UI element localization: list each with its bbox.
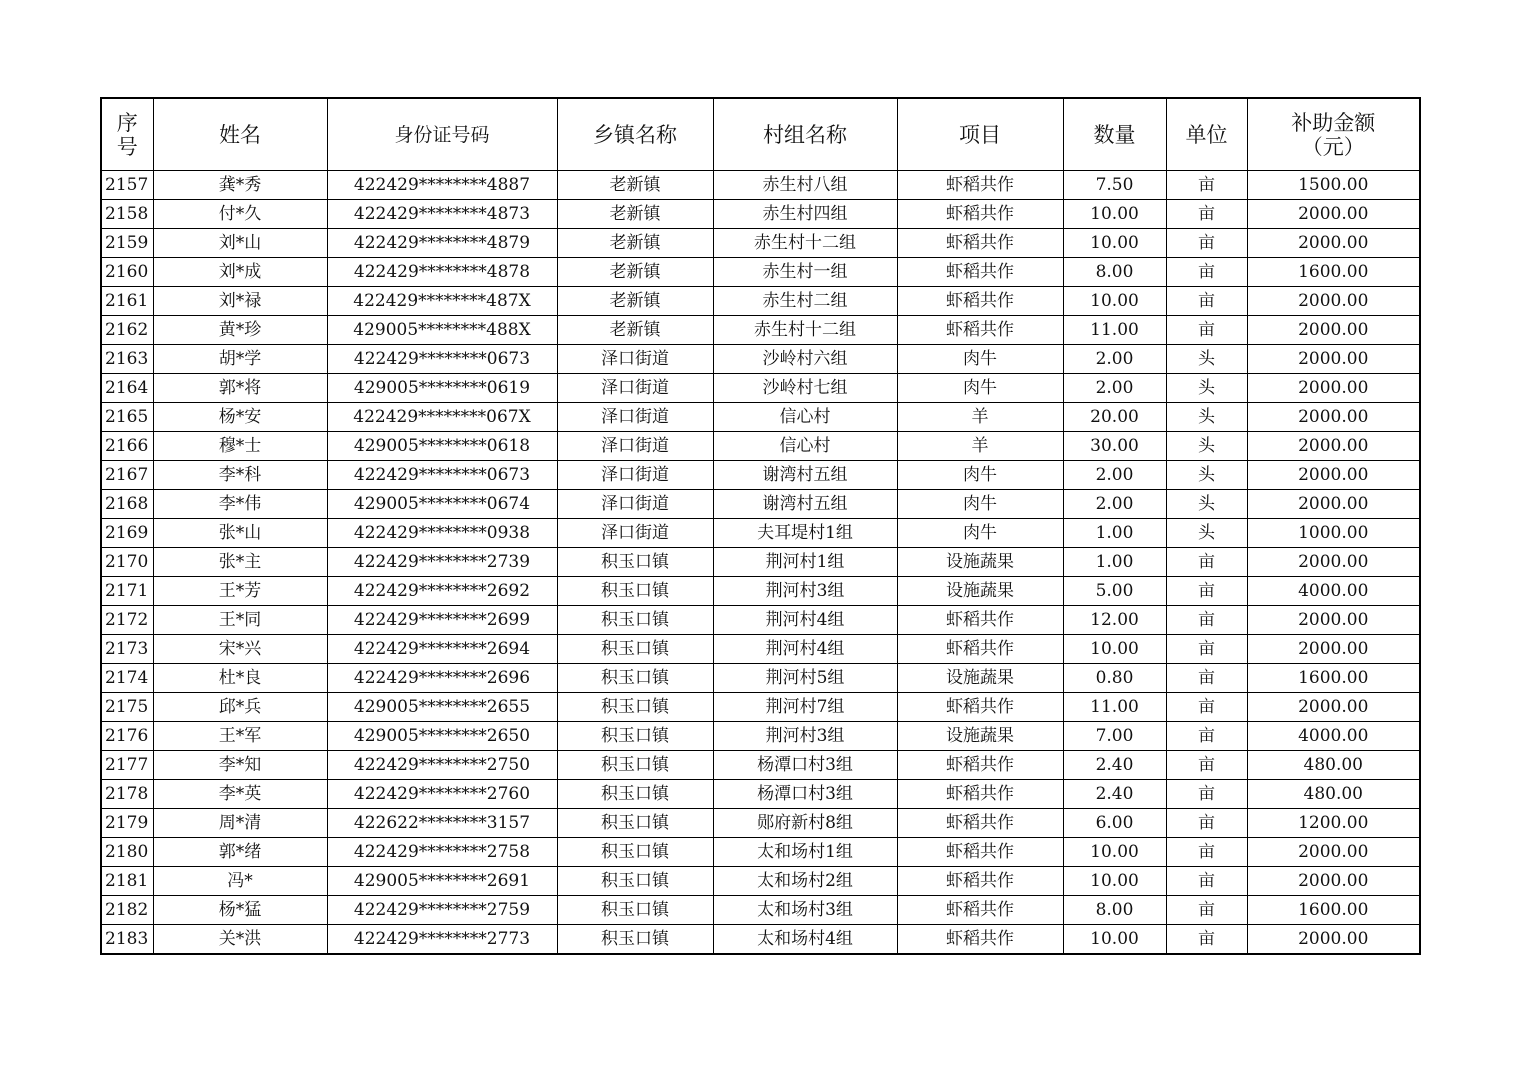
cell-project: 虾稻共作 <box>897 287 1063 316</box>
cell-seq: 2177 <box>101 751 153 780</box>
cell-name: 关*洪 <box>153 925 327 955</box>
header-town: 乡镇名称 <box>557 98 713 171</box>
cell-unit: 头 <box>1166 345 1247 374</box>
cell-name: 张*主 <box>153 548 327 577</box>
cell-amount: 2000.00 <box>1247 548 1420 577</box>
cell-name: 李*科 <box>153 461 327 490</box>
cell-project: 设施蔬果 <box>897 664 1063 693</box>
cell-unit: 亩 <box>1166 287 1247 316</box>
cell-unit: 亩 <box>1166 693 1247 722</box>
cell-town: 积玉口镇 <box>557 838 713 867</box>
cell-project: 虾稻共作 <box>897 171 1063 200</box>
cell-town: 积玉口镇 <box>557 925 713 955</box>
cell-town: 老新镇 <box>557 229 713 258</box>
cell-id-number: 429005********0619 <box>327 374 557 403</box>
cell-village: 沙岭村七组 <box>713 374 897 403</box>
cell-name: 杨*猛 <box>153 896 327 925</box>
cell-amount: 1500.00 <box>1247 171 1420 200</box>
table-row <box>101 287 1420 316</box>
cell-amount: 2000.00 <box>1247 287 1420 316</box>
cell-unit: 头 <box>1166 403 1247 432</box>
cell-project: 虾稻共作 <box>897 838 1063 867</box>
header-qty: 数量 <box>1063 98 1166 171</box>
table-row <box>101 693 1420 722</box>
cell-id-number: 422429********4887 <box>327 171 557 200</box>
cell-seq: 2180 <box>101 838 153 867</box>
cell-id-number: 422429********4878 <box>327 258 557 287</box>
cell-quantity: 10.00 <box>1063 838 1166 867</box>
cell-id-number: 422429********0673 <box>327 461 557 490</box>
cell-unit: 亩 <box>1166 229 1247 258</box>
table-row <box>101 664 1420 693</box>
cell-unit: 亩 <box>1166 171 1247 200</box>
cell-seq: 2183 <box>101 925 153 955</box>
cell-id-number: 422429********2760 <box>327 780 557 809</box>
cell-project: 肉牛 <box>897 345 1063 374</box>
header-seq-line1: 序 <box>116 110 138 135</box>
header-seq-line2: 号 <box>116 134 138 159</box>
table-row <box>101 345 1420 374</box>
cell-unit: 亩 <box>1166 200 1247 229</box>
cell-seq: 2182 <box>101 896 153 925</box>
cell-name: 刘*成 <box>153 258 327 287</box>
cell-id-number: 422429********2750 <box>327 751 557 780</box>
cell-name: 李*英 <box>153 780 327 809</box>
cell-project: 设施蔬果 <box>897 722 1063 751</box>
header-id: 身份证号码 <box>327 98 557 171</box>
cell-town: 积玉口镇 <box>557 867 713 896</box>
cell-amount: 4000.00 <box>1247 722 1420 751</box>
cell-id-number: 429005********2691 <box>327 867 557 896</box>
cell-village: 太和场村2组 <box>713 867 897 896</box>
cell-village: 杨潭口村3组 <box>713 780 897 809</box>
cell-village: 赤生村二组 <box>713 287 897 316</box>
cell-village: 谢湾村五组 <box>713 490 897 519</box>
cell-unit: 亩 <box>1166 606 1247 635</box>
cell-unit: 头 <box>1166 432 1247 461</box>
cell-quantity: 11.00 <box>1063 316 1166 345</box>
cell-name: 郭*将 <box>153 374 327 403</box>
header-village: 村组名称 <box>713 98 897 171</box>
table-row <box>101 403 1420 432</box>
cell-quantity: 11.00 <box>1063 693 1166 722</box>
header-name: 姓名 <box>153 98 327 171</box>
cell-id-number: 422429********0938 <box>327 519 557 548</box>
header-amount <box>1247 98 1420 171</box>
cell-amount: 2000.00 <box>1247 606 1420 635</box>
cell-amount: 2000.00 <box>1247 490 1420 519</box>
cell-project: 虾稻共作 <box>897 896 1063 925</box>
cell-amount: 2000.00 <box>1247 403 1420 432</box>
cell-amount: 1600.00 <box>1247 258 1420 287</box>
cell-seq: 2172 <box>101 606 153 635</box>
cell-amount: 2000.00 <box>1247 345 1420 374</box>
table-row <box>101 200 1420 229</box>
cell-id-number: 422429********2758 <box>327 838 557 867</box>
cell-quantity: 7.00 <box>1063 722 1166 751</box>
cell-amount: 2000.00 <box>1247 316 1420 345</box>
cell-quantity: 2.00 <box>1063 461 1166 490</box>
cell-project: 肉牛 <box>897 490 1063 519</box>
cell-amount: 480.00 <box>1247 751 1420 780</box>
cell-project: 设施蔬果 <box>897 577 1063 606</box>
cell-quantity: 2.00 <box>1063 374 1166 403</box>
cell-quantity: 8.00 <box>1063 896 1166 925</box>
cell-id-number: 422429********4873 <box>327 200 557 229</box>
cell-project: 虾稻共作 <box>897 867 1063 896</box>
cell-project: 虾稻共作 <box>897 751 1063 780</box>
cell-name: 张*山 <box>153 519 327 548</box>
cell-quantity: 5.00 <box>1063 577 1166 606</box>
cell-town: 积玉口镇 <box>557 751 713 780</box>
cell-unit: 亩 <box>1166 664 1247 693</box>
cell-quantity: 10.00 <box>1063 229 1166 258</box>
cell-project: 虾稻共作 <box>897 693 1063 722</box>
cell-unit: 头 <box>1166 519 1247 548</box>
cell-seq: 2162 <box>101 316 153 345</box>
cell-unit: 亩 <box>1166 316 1247 345</box>
cell-town: 积玉口镇 <box>557 606 713 635</box>
cell-id-number: 422429********2696 <box>327 664 557 693</box>
cell-quantity: 10.00 <box>1063 925 1166 955</box>
cell-id-number: 422429********487X <box>327 287 557 316</box>
table-row <box>101 896 1420 925</box>
cell-name: 黄*珍 <box>153 316 327 345</box>
cell-seq: 2171 <box>101 577 153 606</box>
cell-unit: 头 <box>1166 461 1247 490</box>
cell-id-number: 422429********2699 <box>327 606 557 635</box>
cell-village: 信心村 <box>713 403 897 432</box>
cell-name: 郭*绪 <box>153 838 327 867</box>
cell-village: 信心村 <box>713 432 897 461</box>
cell-village: 荆河村4组 <box>713 606 897 635</box>
header-amount-line2: （元） <box>1301 134 1365 159</box>
cell-unit: 亩 <box>1166 780 1247 809</box>
table-row <box>101 171 1420 200</box>
cell-id-number: 422429********2739 <box>327 548 557 577</box>
cell-unit: 亩 <box>1166 751 1247 780</box>
table-row <box>101 780 1420 809</box>
cell-amount: 2000.00 <box>1247 461 1420 490</box>
cell-village: 杨潭口村3组 <box>713 751 897 780</box>
cell-quantity: 10.00 <box>1063 287 1166 316</box>
cell-amount: 1600.00 <box>1247 664 1420 693</box>
table-row <box>101 258 1420 287</box>
cell-quantity: 10.00 <box>1063 200 1166 229</box>
cell-quantity: 2.40 <box>1063 751 1166 780</box>
cell-village: 夫耳堤村1组 <box>713 519 897 548</box>
cell-seq: 2168 <box>101 490 153 519</box>
cell-amount: 1200.00 <box>1247 809 1420 838</box>
table-row <box>101 461 1420 490</box>
cell-id-number: 422622********3157 <box>327 809 557 838</box>
cell-seq: 2166 <box>101 432 153 461</box>
cell-unit: 亩 <box>1166 548 1247 577</box>
cell-project: 肉牛 <box>897 519 1063 548</box>
cell-town: 积玉口镇 <box>557 722 713 751</box>
cell-village: 郧府新村8组 <box>713 809 897 838</box>
table-row <box>101 606 1420 635</box>
cell-seq: 2164 <box>101 374 153 403</box>
cell-amount: 2000.00 <box>1247 229 1420 258</box>
cell-quantity: 1.00 <box>1063 519 1166 548</box>
table-row <box>101 867 1420 896</box>
cell-village: 荆河村3组 <box>713 577 897 606</box>
cell-name: 邱*兵 <box>153 693 327 722</box>
cell-project: 设施蔬果 <box>897 548 1063 577</box>
cell-project: 肉牛 <box>897 461 1063 490</box>
header-amount-line1: 补助金额 <box>1291 110 1376 135</box>
cell-unit: 亩 <box>1166 896 1247 925</box>
cell-quantity: 30.00 <box>1063 432 1166 461</box>
cell-name: 杜*良 <box>153 664 327 693</box>
cell-unit: 亩 <box>1166 577 1247 606</box>
cell-id-number: 422429********2773 <box>327 925 557 955</box>
cell-project: 虾稻共作 <box>897 635 1063 664</box>
cell-seq: 2179 <box>101 809 153 838</box>
cell-quantity: 1.00 <box>1063 548 1166 577</box>
cell-amount: 2000.00 <box>1247 867 1420 896</box>
cell-name: 王*军 <box>153 722 327 751</box>
cell-project: 虾稻共作 <box>897 606 1063 635</box>
cell-village: 荆河村1组 <box>713 548 897 577</box>
cell-seq: 2175 <box>101 693 153 722</box>
cell-seq: 2158 <box>101 200 153 229</box>
subsidy-table <box>100 97 1421 955</box>
cell-project: 肉牛 <box>897 374 1063 403</box>
cell-project: 羊 <box>897 432 1063 461</box>
cell-quantity: 6.00 <box>1063 809 1166 838</box>
cell-name: 李*伟 <box>153 490 327 519</box>
cell-project: 虾稻共作 <box>897 780 1063 809</box>
table-row <box>101 316 1420 345</box>
table-row <box>101 925 1420 955</box>
cell-town: 积玉口镇 <box>557 664 713 693</box>
cell-seq: 2169 <box>101 519 153 548</box>
table-row <box>101 838 1420 867</box>
cell-name: 穆*士 <box>153 432 327 461</box>
table-body <box>101 171 1420 955</box>
table-row <box>101 432 1420 461</box>
cell-amount: 4000.00 <box>1247 577 1420 606</box>
table-row <box>101 229 1420 258</box>
cell-village: 谢湾村五组 <box>713 461 897 490</box>
cell-amount: 2000.00 <box>1247 432 1420 461</box>
cell-id-number: 422429********0673 <box>327 345 557 374</box>
cell-id-number: 422429********2692 <box>327 577 557 606</box>
cell-name: 刘*山 <box>153 229 327 258</box>
cell-id-number: 429005********488X <box>327 316 557 345</box>
table-row <box>101 519 1420 548</box>
cell-project: 虾稻共作 <box>897 316 1063 345</box>
cell-town: 积玉口镇 <box>557 780 713 809</box>
cell-seq: 2167 <box>101 461 153 490</box>
cell-amount: 2000.00 <box>1247 693 1420 722</box>
cell-unit: 亩 <box>1166 838 1247 867</box>
cell-seq: 2170 <box>101 548 153 577</box>
cell-quantity: 8.00 <box>1063 258 1166 287</box>
cell-village: 赤生村一组 <box>713 258 897 287</box>
cell-quantity: 20.00 <box>1063 403 1166 432</box>
cell-unit: 头 <box>1166 490 1247 519</box>
cell-seq: 2165 <box>101 403 153 432</box>
cell-seq: 2176 <box>101 722 153 751</box>
header-project: 项目 <box>897 98 1063 171</box>
cell-village: 赤生村十二组 <box>713 316 897 345</box>
cell-town: 积玉口镇 <box>557 548 713 577</box>
header-seq <box>101 98 153 171</box>
header-row <box>101 98 1420 171</box>
cell-town: 积玉口镇 <box>557 809 713 838</box>
cell-town: 泽口街道 <box>557 461 713 490</box>
cell-unit: 亩 <box>1166 809 1247 838</box>
cell-id-number: 422429********4879 <box>327 229 557 258</box>
cell-amount: 2000.00 <box>1247 925 1420 955</box>
cell-village: 太和场村1组 <box>713 838 897 867</box>
table-row <box>101 577 1420 606</box>
cell-amount: 2000.00 <box>1247 200 1420 229</box>
header-unit: 单位 <box>1166 98 1247 171</box>
table-row <box>101 635 1420 664</box>
cell-town: 老新镇 <box>557 200 713 229</box>
cell-seq: 2159 <box>101 229 153 258</box>
cell-seq: 2157 <box>101 171 153 200</box>
cell-town: 积玉口镇 <box>557 693 713 722</box>
cell-name: 胡*学 <box>153 345 327 374</box>
cell-name: 宋*兴 <box>153 635 327 664</box>
cell-town: 积玉口镇 <box>557 635 713 664</box>
cell-town: 老新镇 <box>557 171 713 200</box>
cell-amount: 1000.00 <box>1247 519 1420 548</box>
cell-quantity: 2.00 <box>1063 490 1166 519</box>
cell-town: 泽口街道 <box>557 403 713 432</box>
cell-village: 荆河村5组 <box>713 664 897 693</box>
cell-unit: 亩 <box>1166 925 1247 955</box>
cell-town: 积玉口镇 <box>557 896 713 925</box>
table-row <box>101 374 1420 403</box>
cell-id-number: 422429********2759 <box>327 896 557 925</box>
cell-seq: 2161 <box>101 287 153 316</box>
cell-seq: 2178 <box>101 780 153 809</box>
cell-name: 刘*禄 <box>153 287 327 316</box>
cell-id-number: 422429********067X <box>327 403 557 432</box>
cell-id-number: 422429********2694 <box>327 635 557 664</box>
cell-village: 荆河村7组 <box>713 693 897 722</box>
cell-project: 虾稻共作 <box>897 229 1063 258</box>
cell-town: 泽口街道 <box>557 345 713 374</box>
cell-village: 荆河村4组 <box>713 635 897 664</box>
cell-project: 虾稻共作 <box>897 809 1063 838</box>
table-row <box>101 548 1420 577</box>
cell-name: 付*久 <box>153 200 327 229</box>
cell-quantity: 10.00 <box>1063 635 1166 664</box>
cell-seq: 2160 <box>101 258 153 287</box>
cell-amount: 1600.00 <box>1247 896 1420 925</box>
cell-id-number: 429005********0674 <box>327 490 557 519</box>
cell-name: 冯* <box>153 867 327 896</box>
cell-unit: 亩 <box>1166 722 1247 751</box>
cell-name: 杨*安 <box>153 403 327 432</box>
cell-quantity: 7.50 <box>1063 171 1166 200</box>
cell-id-number: 429005********0618 <box>327 432 557 461</box>
cell-unit: 亩 <box>1166 867 1247 896</box>
table-row <box>101 722 1420 751</box>
cell-unit: 亩 <box>1166 635 1247 664</box>
cell-seq: 2181 <box>101 867 153 896</box>
cell-project: 羊 <box>897 403 1063 432</box>
cell-village: 沙岭村六组 <box>713 345 897 374</box>
cell-quantity: 0.80 <box>1063 664 1166 693</box>
cell-quantity: 10.00 <box>1063 867 1166 896</box>
cell-town: 泽口街道 <box>557 519 713 548</box>
cell-project: 虾稻共作 <box>897 258 1063 287</box>
cell-town: 积玉口镇 <box>557 577 713 606</box>
cell-seq: 2173 <box>101 635 153 664</box>
cell-village: 赤生村四组 <box>713 200 897 229</box>
cell-town: 老新镇 <box>557 258 713 287</box>
cell-id-number: 429005********2655 <box>327 693 557 722</box>
cell-seq: 2163 <box>101 345 153 374</box>
cell-name: 龚*秀 <box>153 171 327 200</box>
cell-quantity: 12.00 <box>1063 606 1166 635</box>
cell-unit: 亩 <box>1166 258 1247 287</box>
cell-village: 赤生村八组 <box>713 171 897 200</box>
cell-village: 荆河村3组 <box>713 722 897 751</box>
cell-quantity: 2.00 <box>1063 345 1166 374</box>
cell-town: 老新镇 <box>557 287 713 316</box>
cell-name: 王*芳 <box>153 577 327 606</box>
cell-town: 泽口街道 <box>557 490 713 519</box>
cell-village: 太和场村4组 <box>713 925 897 955</box>
table-row <box>101 809 1420 838</box>
cell-project: 虾稻共作 <box>897 200 1063 229</box>
cell-name: 李*知 <box>153 751 327 780</box>
cell-amount: 2000.00 <box>1247 838 1420 867</box>
cell-name: 周*清 <box>153 809 327 838</box>
table-row <box>101 751 1420 780</box>
cell-amount: 2000.00 <box>1247 374 1420 403</box>
cell-name: 王*同 <box>153 606 327 635</box>
cell-town: 泽口街道 <box>557 374 713 403</box>
cell-town: 老新镇 <box>557 316 713 345</box>
cell-quantity: 2.40 <box>1063 780 1166 809</box>
cell-seq: 2174 <box>101 664 153 693</box>
table-row <box>101 490 1420 519</box>
cell-amount: 2000.00 <box>1247 635 1420 664</box>
cell-unit: 头 <box>1166 374 1247 403</box>
cell-village: 赤生村十二组 <box>713 229 897 258</box>
cell-amount: 480.00 <box>1247 780 1420 809</box>
table-header <box>101 98 1420 171</box>
cell-village: 太和场村3组 <box>713 896 897 925</box>
cell-project: 虾稻共作 <box>897 925 1063 955</box>
cell-town: 泽口街道 <box>557 432 713 461</box>
cell-id-number: 429005********2650 <box>327 722 557 751</box>
